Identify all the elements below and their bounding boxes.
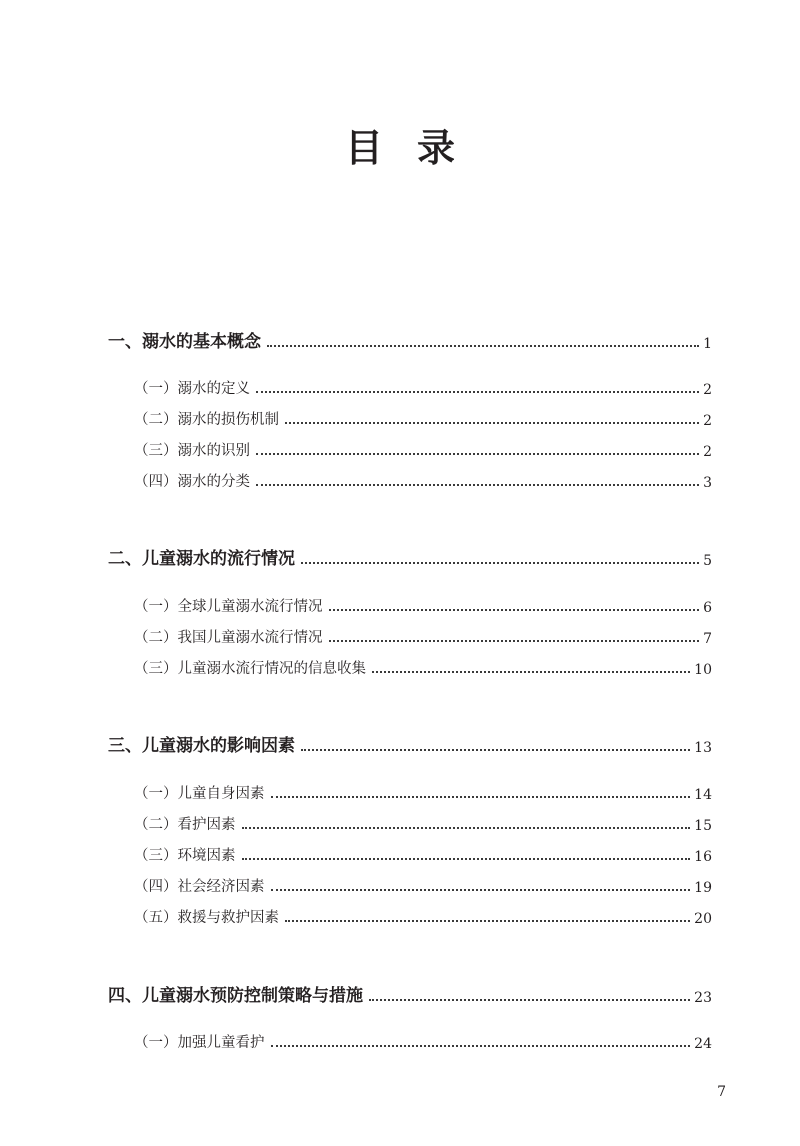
dot-leader bbox=[256, 484, 699, 486]
toc-section-3-4[interactable] bbox=[0, 872, 800, 896]
toc-section-1-4[interactable] bbox=[0, 467, 800, 491]
toc-section-label: （一）儿童自身因素 bbox=[134, 786, 265, 802]
toc-section-1-1[interactable] bbox=[0, 374, 800, 398]
toc-page-number: 16 bbox=[694, 849, 712, 865]
toc-page-number: 19 bbox=[694, 880, 712, 896]
dot-leader bbox=[242, 827, 691, 829]
toc-chapter-label: 一、溺水的基本概念 bbox=[108, 332, 261, 352]
dot-leader bbox=[301, 562, 699, 564]
toc-page-number: 7 bbox=[703, 631, 712, 647]
dot-leader bbox=[329, 609, 700, 611]
dot-leader bbox=[267, 345, 699, 347]
toc-section-1-2[interactable] bbox=[0, 405, 800, 429]
toc-section-3-2[interactable] bbox=[0, 810, 800, 834]
toc-page-number: 1 bbox=[703, 336, 712, 352]
toc-chapter-2[interactable] bbox=[0, 545, 800, 569]
toc-section-2-3[interactable] bbox=[0, 654, 800, 678]
toc-section-3-5[interactable] bbox=[0, 903, 800, 927]
toc-section-label: （四）溺水的分类 bbox=[134, 474, 250, 490]
toc-page-number: 10 bbox=[694, 662, 712, 678]
toc-page-number: 3 bbox=[703, 475, 712, 491]
toc-section-label: （三）儿童溺水流行情况的信息收集 bbox=[134, 661, 366, 677]
toc-section-label: （三）环境因素 bbox=[134, 848, 236, 864]
toc-section-4-1[interactable] bbox=[0, 1028, 800, 1052]
toc-section-label: （一）加强儿童看护 bbox=[134, 1035, 265, 1051]
toc-page-number: 14 bbox=[694, 787, 712, 803]
toc-section-2-1[interactable] bbox=[0, 592, 800, 616]
toc-section-label: （二）我国儿童溺水流行情况 bbox=[134, 630, 323, 646]
toc-section-label: （三）溺水的识别 bbox=[134, 443, 250, 459]
toc-section-3-1[interactable] bbox=[0, 779, 800, 803]
toc-chapter-4[interactable] bbox=[0, 982, 800, 1006]
dot-leader bbox=[256, 391, 699, 393]
page-number: 7 bbox=[717, 1084, 726, 1100]
toc-page-number: 13 bbox=[694, 740, 712, 756]
toc-section-1-3[interactable] bbox=[0, 436, 800, 460]
page-title: 目录 bbox=[344, 126, 489, 170]
toc-page-number: 2 bbox=[703, 382, 712, 398]
toc-section-label: （一）溺水的定义 bbox=[134, 381, 250, 397]
dot-leader bbox=[242, 858, 691, 860]
dot-leader bbox=[329, 640, 700, 642]
toc-section-3-3[interactable] bbox=[0, 841, 800, 865]
toc-section-label: （五）救援与救护因素 bbox=[134, 910, 279, 926]
dot-leader bbox=[285, 422, 699, 424]
dot-leader bbox=[301, 749, 690, 751]
toc-page-number: 15 bbox=[694, 818, 712, 834]
toc-page-number: 6 bbox=[703, 600, 712, 616]
toc-chapter-1[interactable] bbox=[0, 328, 800, 352]
dot-leader bbox=[271, 796, 691, 798]
toc-page-number: 24 bbox=[694, 1036, 712, 1052]
toc-section-label: （一）全球儿童溺水流行情况 bbox=[134, 599, 323, 615]
toc-section-label: （四）社会经济因素 bbox=[134, 879, 265, 895]
toc-page-number: 20 bbox=[694, 911, 712, 927]
toc-section-2-2[interactable] bbox=[0, 623, 800, 647]
toc-page-number: 5 bbox=[703, 553, 712, 569]
toc-page-number: 23 bbox=[694, 990, 712, 1006]
toc-page-number: 2 bbox=[703, 413, 712, 429]
toc-chapter-label: 二、儿童溺水的流行情况 bbox=[108, 549, 295, 569]
toc-chapter-3[interactable] bbox=[0, 732, 800, 756]
toc-chapter-label: 四、儿童溺水预防控制策略与措施 bbox=[108, 986, 363, 1006]
dot-leader bbox=[271, 889, 691, 891]
dot-leader bbox=[285, 920, 690, 922]
toc-page-number: 2 bbox=[703, 444, 712, 460]
toc-section-label: （二）看护因素 bbox=[134, 817, 236, 833]
dot-leader bbox=[271, 1045, 691, 1047]
toc-chapter-label: 三、儿童溺水的影响因素 bbox=[108, 736, 295, 756]
dot-leader bbox=[256, 453, 699, 455]
toc-section-label: （二）溺水的损伤机制 bbox=[134, 412, 279, 428]
dot-leader bbox=[372, 671, 690, 673]
dot-leader bbox=[369, 999, 690, 1001]
